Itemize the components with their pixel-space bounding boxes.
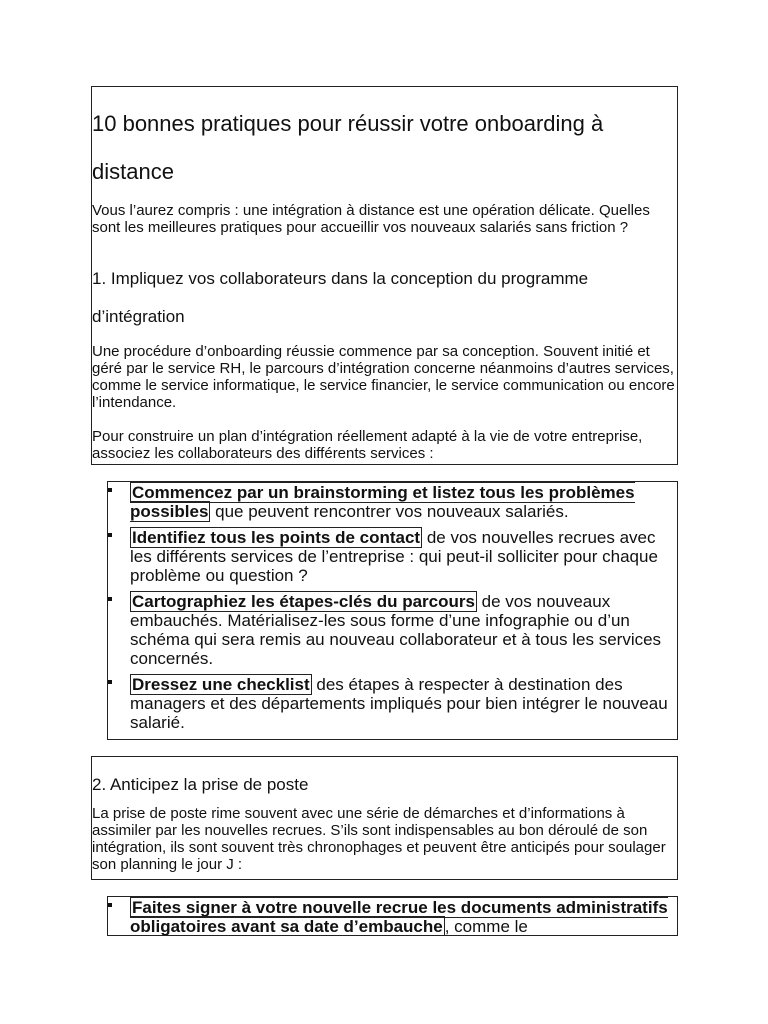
bullet-text: de vos nouvelles recrues avec les différents services de l’entreprise : qui peut-il solliciter pour chaque problème ou question ?	[130, 528, 658, 585]
bullet-lead: Dressez une checklist	[132, 675, 310, 694]
bullet-lead: Identifiez tous les points de contact	[132, 528, 421, 547]
section1-paragraph-1: Une procédure d’onboarding réussie commence par sa conception. Souvent initié et géré par le service RH, le parcours d’intégration concerne néanmoins d’autres services, comme le service informatique, le service financier, le service communication ou encore l’intendance.	[92, 343, 675, 411]
list-item	[108, 592, 677, 668]
list-item	[108, 483, 677, 521]
bullet-lead: Cartographiez les étapes-clés du parcours	[132, 592, 475, 611]
bullet-text: que peuvent rencontrer vos nouveaux salariés.	[210, 502, 569, 521]
bullet-lead: Faites signer à votre nouvelle recrue les documents administratifs obligatoires avant sa date d’embauche	[130, 898, 668, 936]
section2-heading: 2. Anticipez la prise de poste	[92, 775, 309, 794]
article-intro: Vous l’aurez compris : une intégration à distance est une opération délicate. Quelles sont les meilleures pratiques pour accueillir vos nouveaux salariés sans friction ?	[92, 202, 650, 236]
bullet-icon	[108, 903, 112, 907]
list-item	[108, 675, 677, 732]
section2-paragraph-1: La prise de poste rime souvent avec une série de démarches et d’informations à assimiler par les nouvelles recrues. S’ils sont indispensables au bon déroulé de son intégration, ils sont souvent très chronophages et peuvent être anticipés pour soulager son planning le jour J :	[92, 805, 666, 873]
section1-paragraph-2: Pour construire un plan d’intégration réellement adapté à la vie de votre entreprise, associez les collaborateurs des différents services :	[92, 428, 643, 462]
bullet-text: de vos nouveaux embauchés. Matérialisez-les sous forme d’une infographie ou d’un schéma qui sera remis au nouveau collaborateur et à tous les services concernés.	[130, 592, 662, 668]
bullet-text: des étapes à respecter à destination des managers et des départements impliqués pour bien intégrer le nouveau salarié.	[130, 675, 668, 732]
bullet-icon	[108, 533, 112, 537]
bullet-icon	[108, 680, 112, 684]
section2-bullet-list	[108, 898, 677, 936]
bullet-icon	[108, 597, 112, 601]
list-item	[108, 528, 677, 585]
bullet-lead: Commencez par un brainstorming et listez tous les problèmes possibles	[130, 483, 635, 521]
bullet-icon	[108, 488, 112, 492]
article-title: 10 bonnes pratiques pour réussir votre onboarding à distance	[92, 111, 604, 184]
section1-bullet-list	[108, 483, 677, 732]
list-item	[108, 898, 677, 936]
section2-box	[91, 756, 678, 880]
section2-bullets-box	[107, 896, 678, 936]
section1-bullets-box	[107, 481, 678, 740]
intro-section-box	[91, 86, 678, 465]
section1-heading: 1. Impliquez vos collaborateurs dans la conception du programme d’intégration	[92, 269, 589, 326]
bullet-text: , comme le	[444, 917, 528, 936]
